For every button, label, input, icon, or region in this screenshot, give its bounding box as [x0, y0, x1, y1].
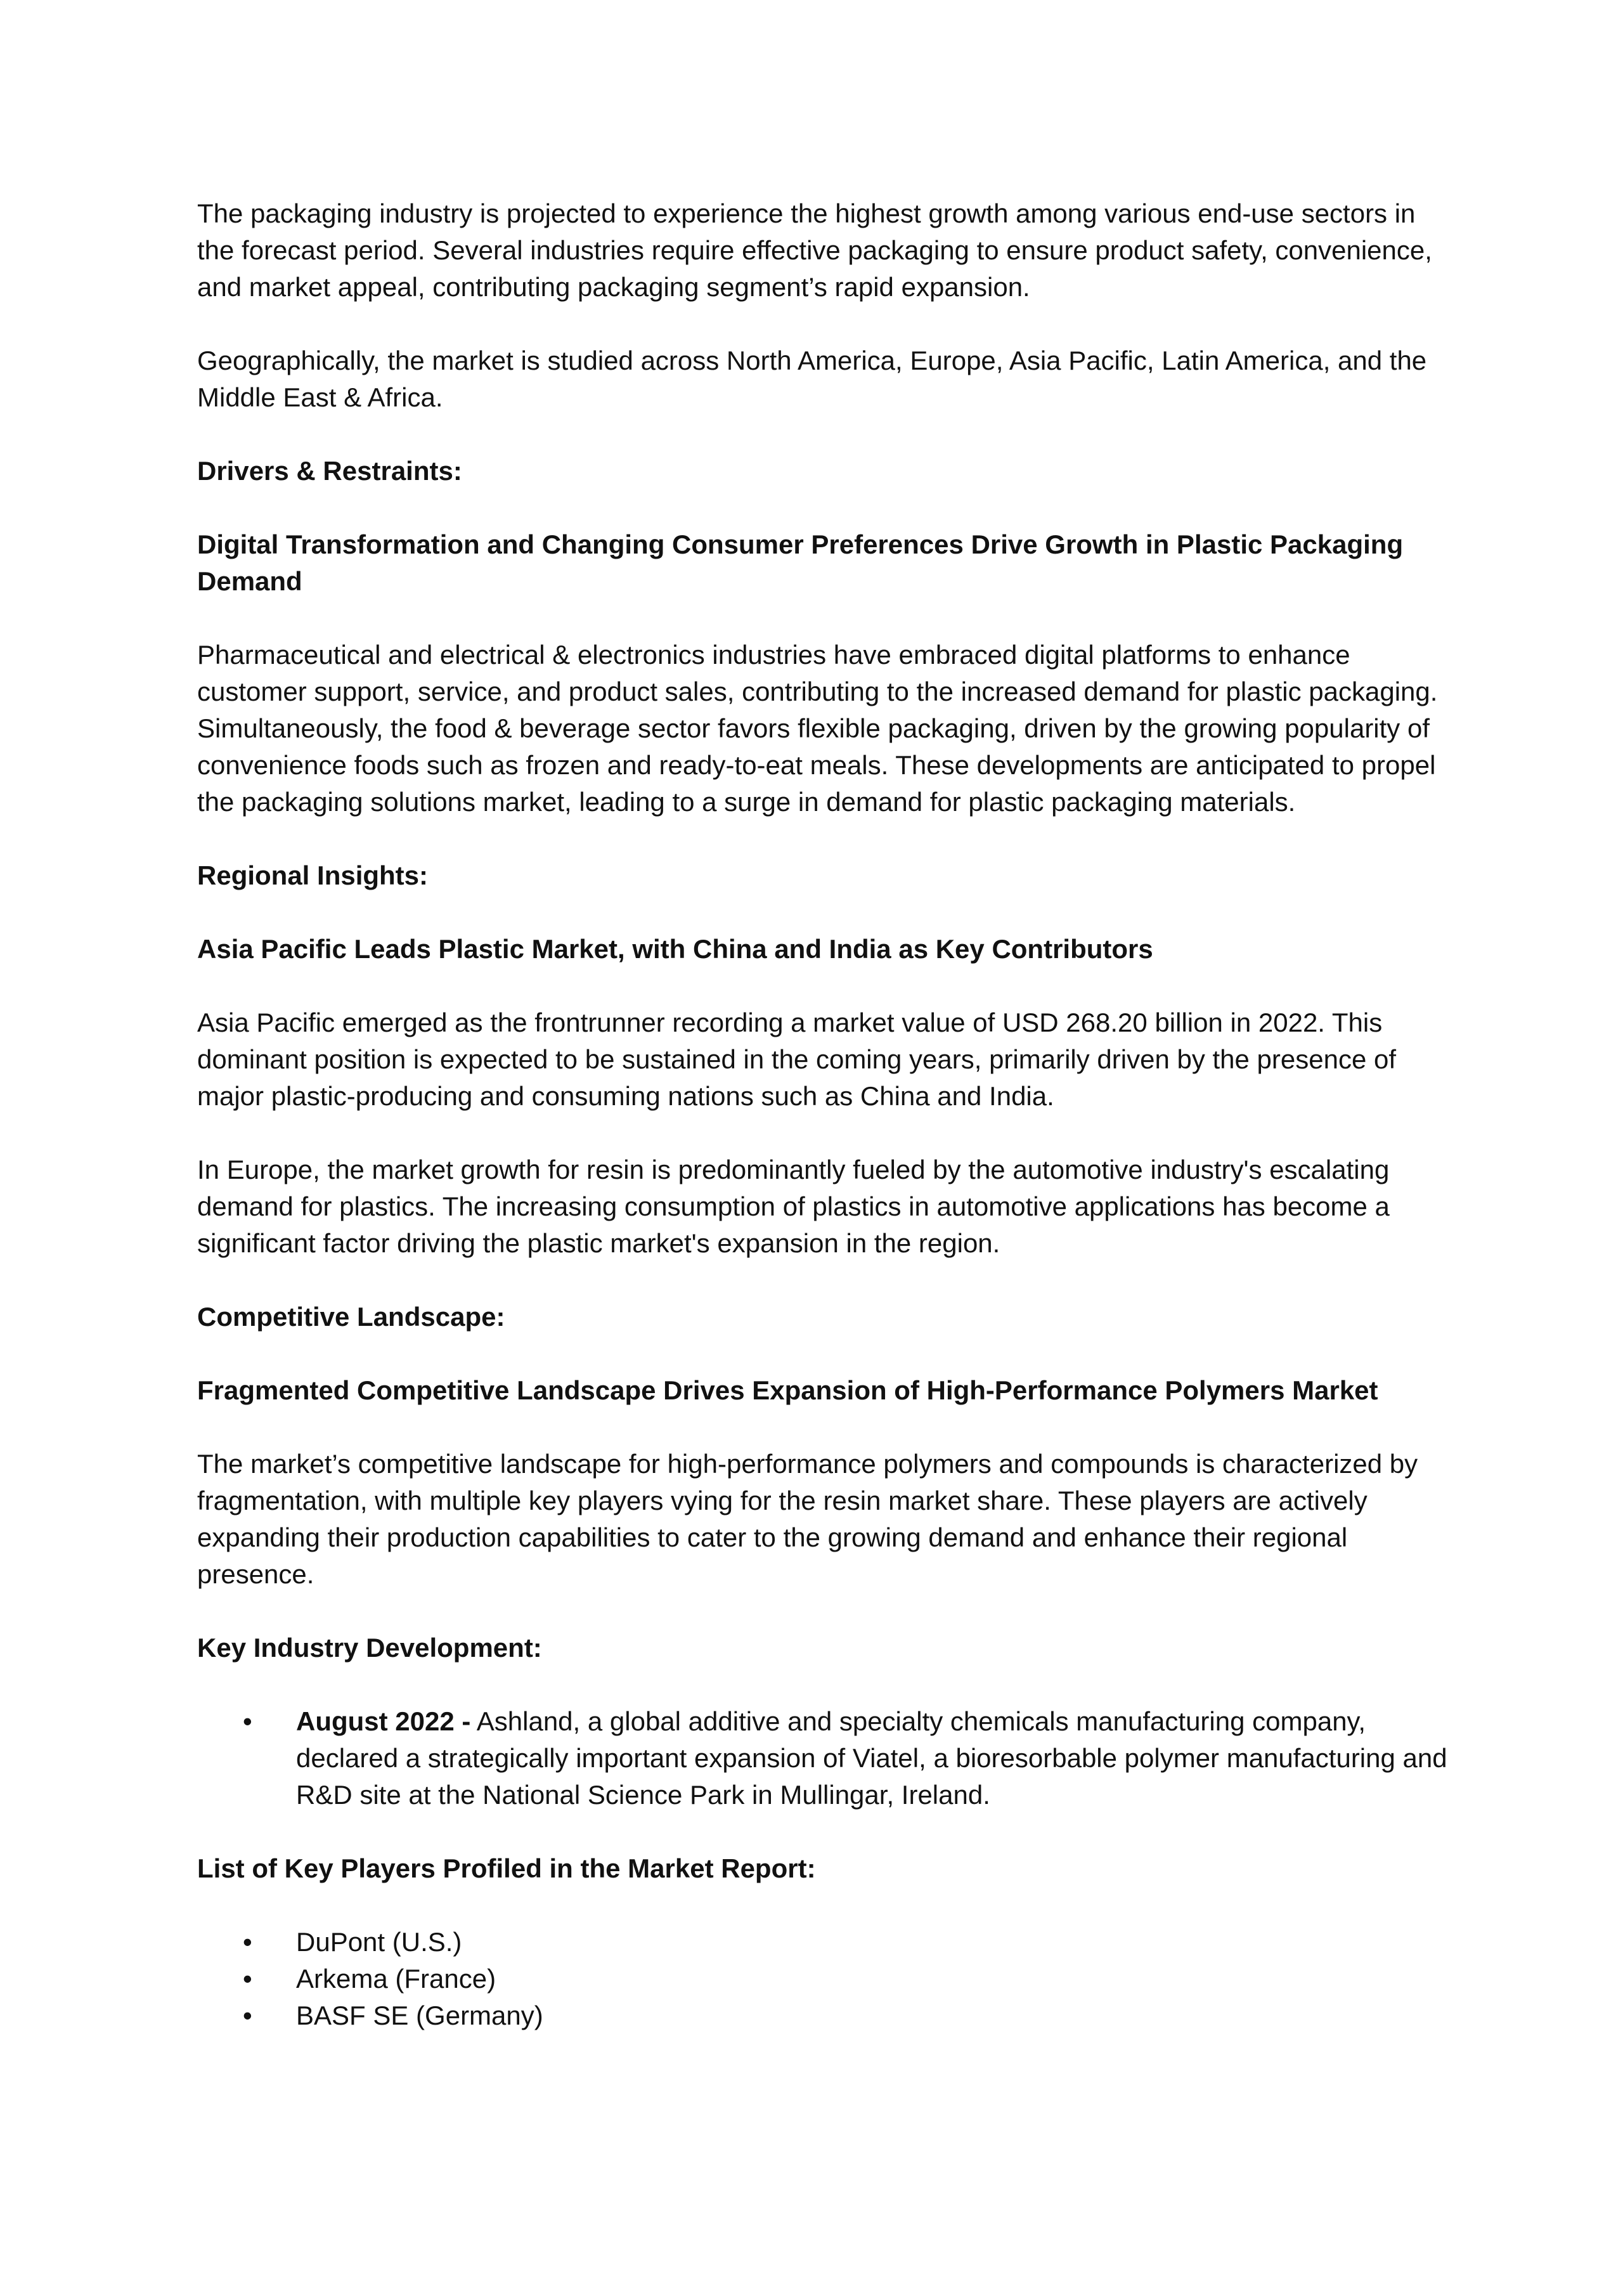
- europe-paragraph: In Europe, the market growth for resin is predominantly fueled by the automotive industry's escalating demand for plastics. The increasing consumption of plastics in automotive applications has become a significant factor driving the plastic market's expansion in the region.: [197, 1155, 1390, 1258]
- development-text: Ashland, a global additive and specialty chemicals manufacturing company, declared a strategically important expansion of Viatel, a bioresorbable polymer manufacturing and R&D site at the National Science Park in Mullingar, Ireland.: [296, 1706, 1447, 1810]
- key-players-heading: List of Key Players Profiled in the Market Report:: [197, 1853, 816, 1883]
- development-date: August 2022 -: [296, 1706, 471, 1736]
- asia-pacific-paragraph: Asia Pacific emerged as the frontrunner recording a market value of USD 268.20 billion in 2022. This dominant position is expected to be sustained in the coming years, primarily driven by the presence of major plastic-producing and consuming nations such as China and India.: [197, 1008, 1397, 1111]
- drivers-paragraph: Pharmaceutical and electrical & electronics industries have embraced digital platforms to enhance customer support, service, and product sales, contributing to the increased demand for plastic packaging. Simultaneously, the food & beverage sector favors flexible packaging, driven by the growing popularity of convenience foods such as frozen and ready-to-eat meals. These developments are anticipated to propel the packaging solutions market, leading to a surge in demand for plastic packaging materials.: [197, 640, 1438, 817]
- list-item: • Arkema (France): [296, 1961, 1452, 1997]
- list-item: [296, 1703, 1452, 1813]
- fragmented-landscape-heading: Fragmented Competitive Landscape Drives Expansion of High-Performance Polymers Market: [197, 1375, 1378, 1405]
- digital-transformation-heading: Digital Transformation and Changing Consumer Preferences Drive Growth in Plastic Packaging Demand: [197, 529, 1404, 596]
- asia-pacific-heading: Asia Pacific Leads Plastic Market, with China and India as Key Contributors: [197, 934, 1153, 964]
- drivers-restraints-heading: Drivers & Restraints:: [197, 456, 462, 486]
- players-list: [197, 1924, 1452, 2034]
- document-page: [197, 195, 1452, 2071]
- list-item: • DuPont (U.S.): [296, 1924, 1452, 1961]
- list-item: • BASF SE (Germany): [296, 1997, 1452, 2034]
- competitive-paragraph: The market’s competitive landscape for high-performance polymers and compounds is characterized by fragmentation, with multiple key players vying for the resin market share. These players are actively expanding their production capabilities to cater to the growing demand and enhance their regional presence.: [197, 1449, 1418, 1589]
- key-development-heading: Key Industry Development:: [197, 1633, 542, 1663]
- development-list: [197, 1703, 1452, 1813]
- regional-insights-heading: Regional Insights:: [197, 860, 429, 890]
- geography-paragraph: Geographically, the market is studied across North America, Europe, Asia Pacific, Latin America, and the Middle East & Africa.: [197, 346, 1427, 412]
- intro-paragraph: The packaging industry is projected to experience the highest growth among various end-use sectors in the forecast period. Several industries require effective packaging to ensure product safety, convenience, and market appeal, contributing packaging segment’s rapid expansion.: [197, 198, 1432, 302]
- competitive-landscape-heading: Competitive Landscape:: [197, 1302, 505, 1332]
